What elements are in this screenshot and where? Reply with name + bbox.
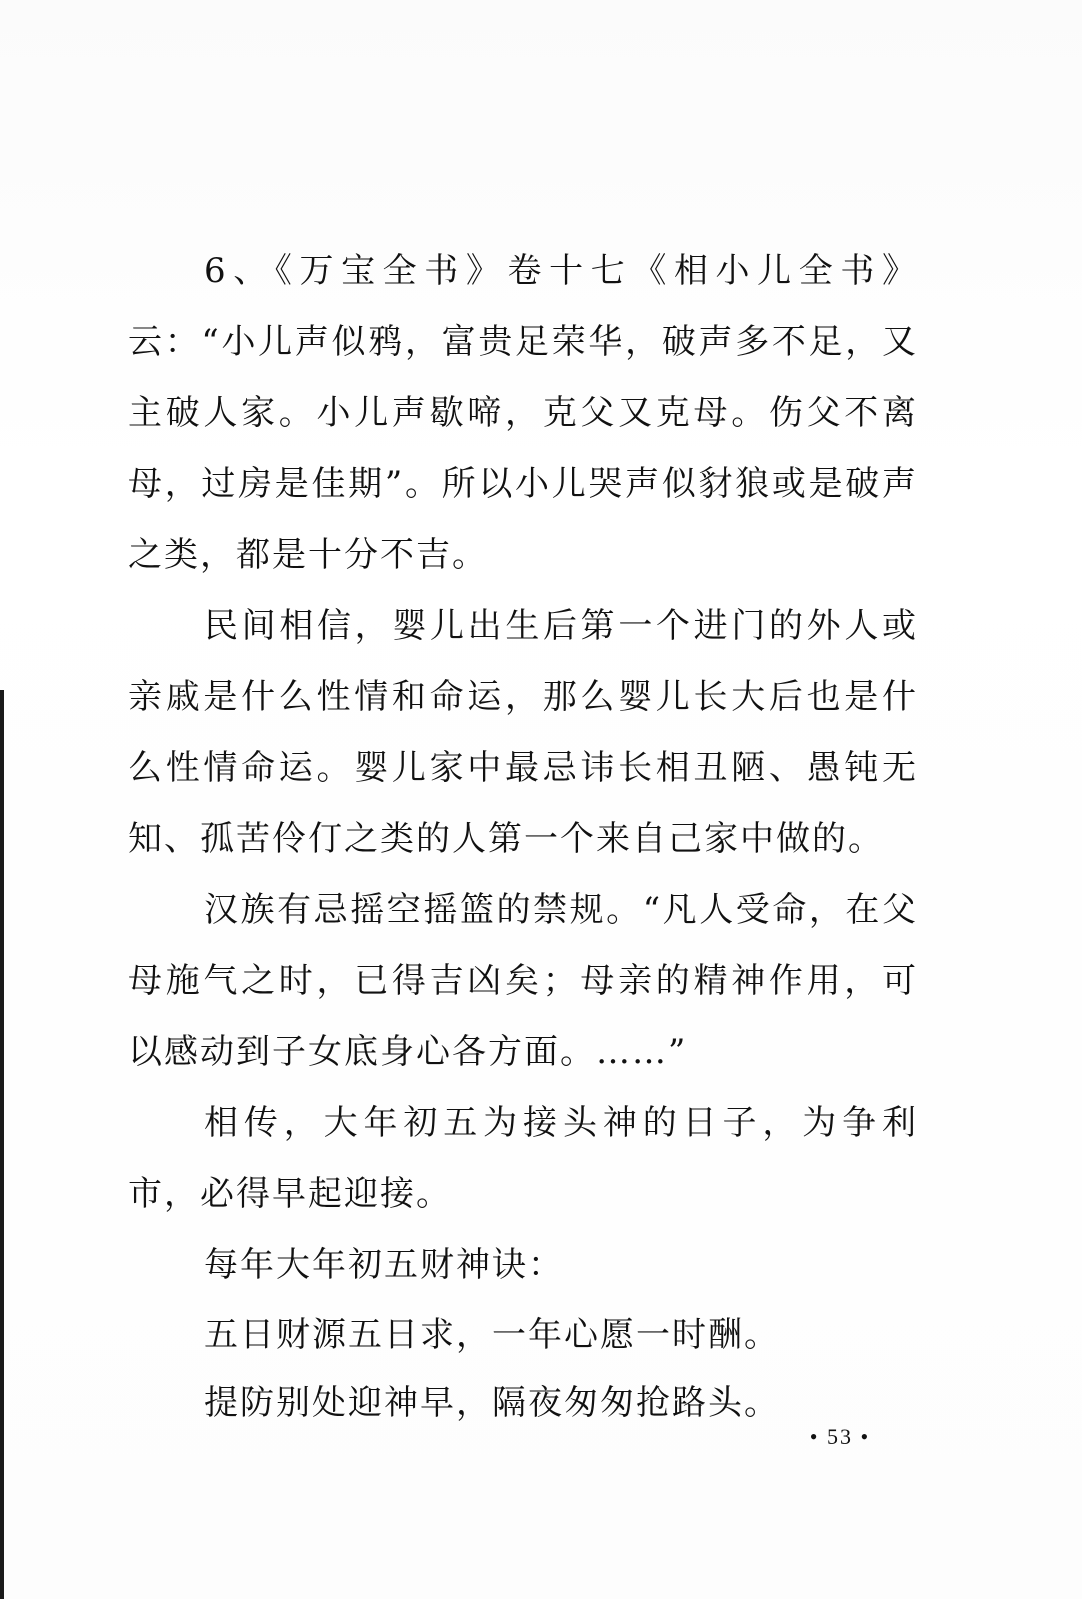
verse-line-1: 五日财源五日求，一年心愿一时酬。: [204, 1315, 780, 1355]
page-number: • 53 •: [809, 1424, 871, 1449]
verse-line-2: 提防别处迎神早，隔夜匆匆抢路头。: [204, 1383, 780, 1423]
body-text: [128, 236, 918, 1437]
scan-edge: [0, 690, 4, 1599]
paragraph-4: 相传，大年初五为接头神的日子，为争利市，必得早起迎接。: [128, 1103, 918, 1214]
paragraph-2: 民间相信，婴儿出生后第一个进门的外人或亲戚是什么性情和命运，那么婴儿长大后也是什么性情命运。婴儿家中最忌讳长相丑陋、愚钝无知、孤苦伶仃之类的人第一个来自己家中做的。: [128, 606, 918, 859]
paragraph-3: 汉族有忌摇空摇篮的禁规。“凡人受命，在父母施气之时，已得吉凶矣；母亲的精神作用，可以感动到子女底身心各方面。……”: [128, 890, 918, 1072]
paragraph-1: 6、《万宝全书》卷十七《相小儿全书》云：“小儿声似鸦，富贵足荣华，破声多不足，又主破人家。小儿声歇啼，克父又克母。伤父不离母，过房是佳期”。所以小儿哭声似豺狼或是破声之类，都是十分不吉。: [128, 251, 918, 575]
paragraph-5: 每年大年初五财神诀：: [204, 1245, 564, 1285]
